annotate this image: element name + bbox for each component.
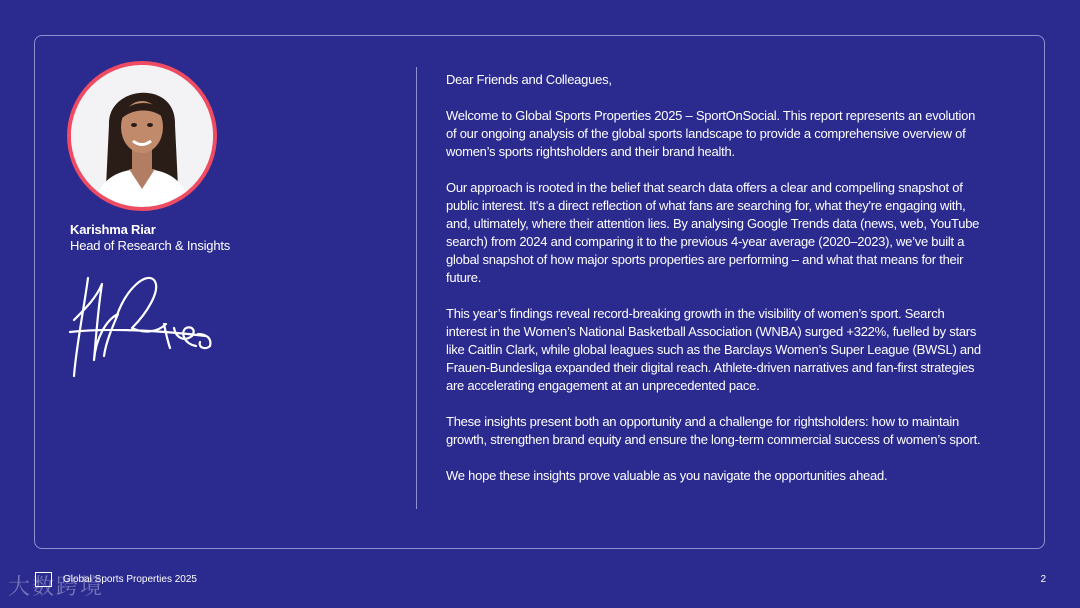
letter-paragraph: Welcome to Global Sports Properties 2025 – SportOnSocial. This report represents an evolution of our ongoing analysis of the global sports landscape to provide a comprehensive overview of women’s sports rightsholders and their brand health. [446,108,976,159]
letter-greeting: Dear Friends and Colleagues, [446,72,612,87]
author-role: Head of Research & Insights [70,238,231,253]
footer-title: Global Sports Properties 2025 [63,574,197,585]
letter-body [446,71,981,503]
portrait-image [71,65,213,207]
letter-paragraph: This year’s findings reveal record-breaking growth in the visibility of women’s sport. Search interest in the Women’s National Basketball Association (WNBA) surged +322%, fuelled by stars like Caitlin Clark, while global leagues such as the Barclays Women’s Super League (BWSL) and Frauen-Bundesliga expanded their digital reach. Athlete-driven narratives and fan-first strategies are accelerating engagement at an unprecedented pace. [446,306,981,393]
vertical-divider [416,67,417,509]
watermark: 大数跨境 [8,575,105,600]
letter-paragraph: We hope these insights prove valuable as you navigate the opportunities ahead. [446,468,888,483]
signature [66,268,218,384]
letter-paragraph: These insights present both an opportunity and a challenge for rightsholders: how to maintain growth, strengthen brand equity and ensure the long-term commercial success of women’s sport. [446,414,981,447]
author-portrait [67,61,217,211]
letter-paragraph: Our approach is rooted in the belief that search data offers a clear and compelling snapshot of public interest. It's a direct reflection of what fans are searching for, what they're engaging with, and, ultimately, where their attention lies. By analysing Google Trends data (news, web, YouTube search) from 2024 and comparing it to the previous 4-year average (2020–2023), we’ve built a global snapshot of how major sports properties are performing – and what that means for their future. [446,180,980,285]
logo-icon [35,572,52,587]
page-number: 2 [1040,574,1046,585]
author-name: Karishma Riar [70,222,156,237]
